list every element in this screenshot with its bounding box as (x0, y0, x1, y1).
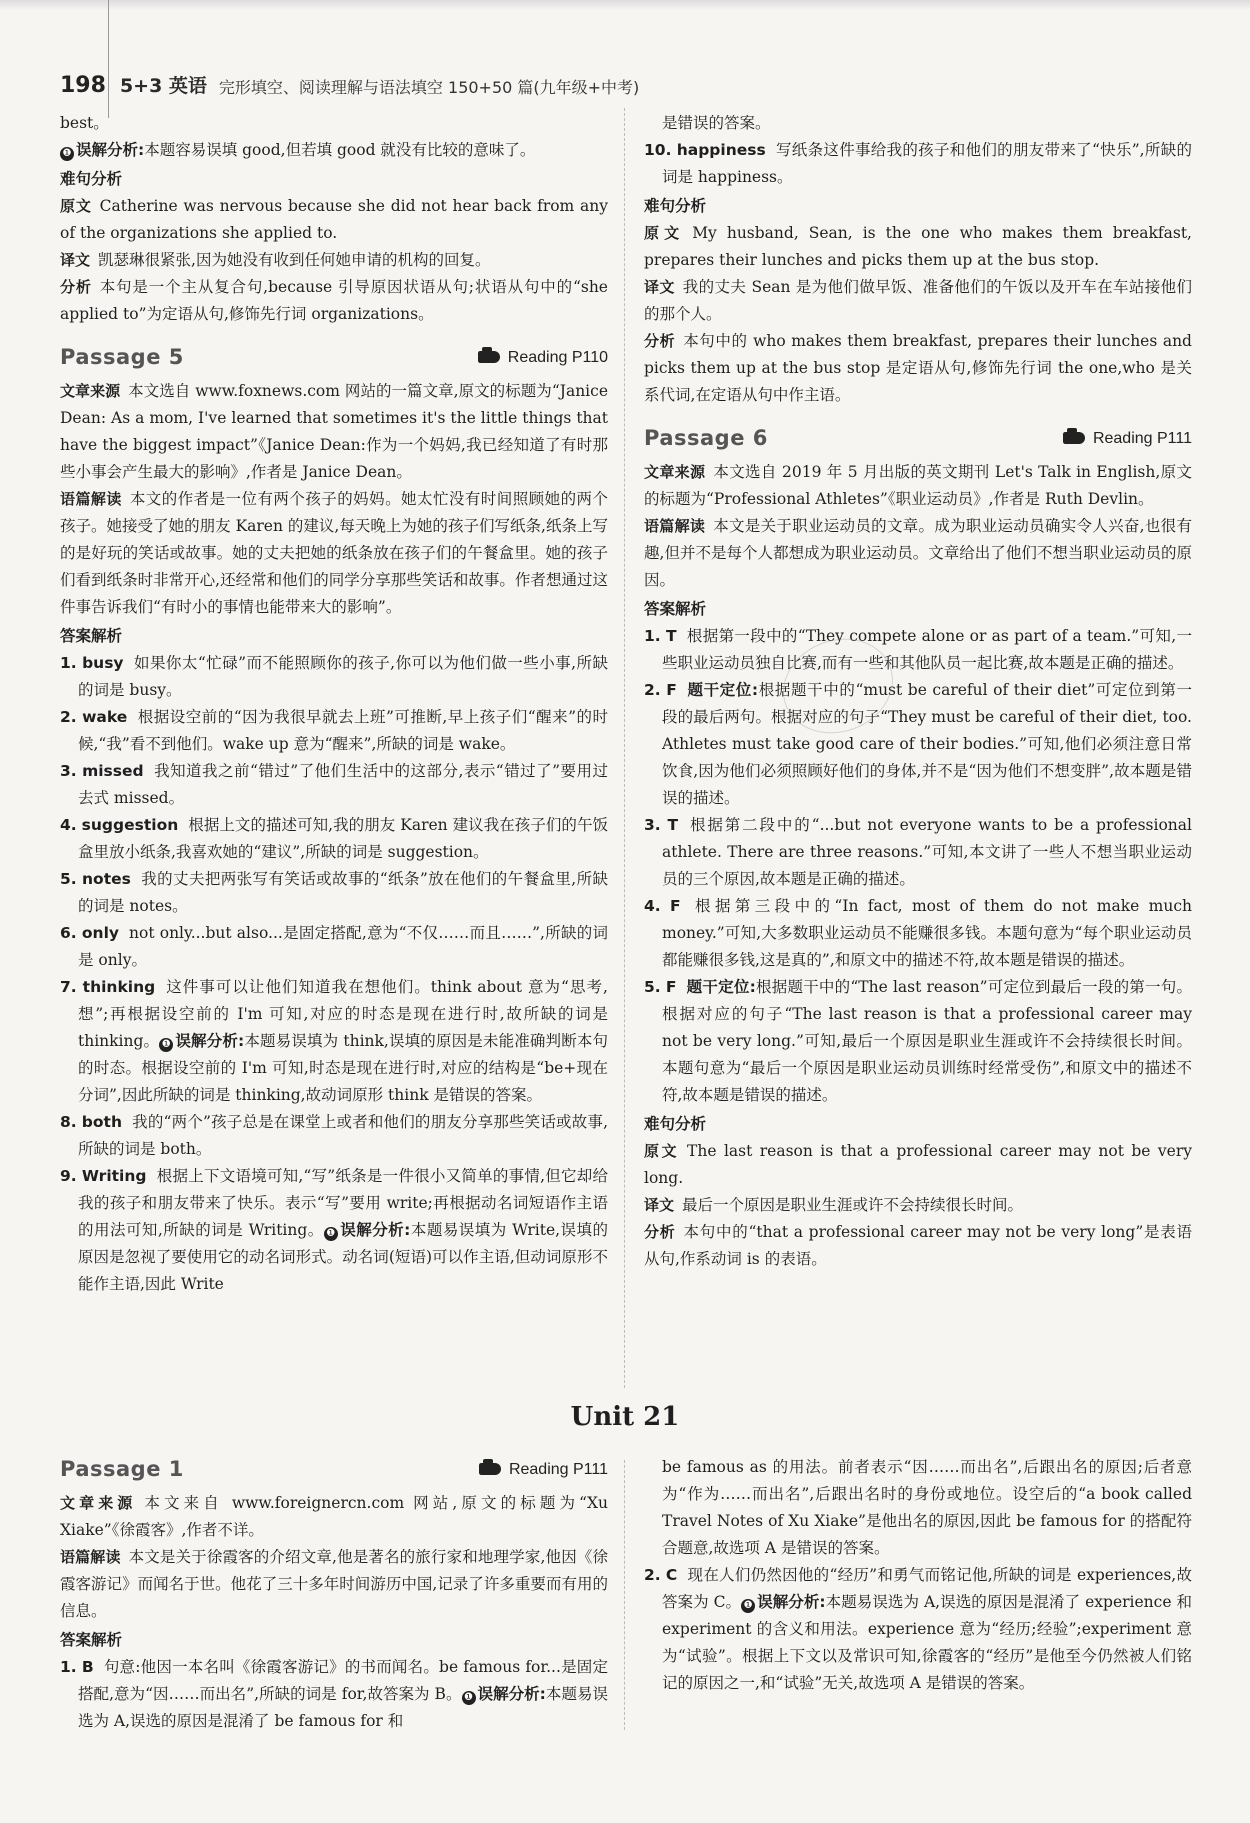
error-circle-icon: ❶ (60, 147, 74, 161)
hard-sentence-title: 难句分析 (644, 1115, 707, 1133)
passage-6-header (644, 423, 1192, 453)
answer-item: 9. Writing 根据上下文语境可知,“写”纸条是一件很小又简单的事情,但它却给我的孩子和朋友带来了快乐。表示“写”要用 write;再根据动名词短语作主语的用法可知,所缺的词是 Writing。 ❶ 误解分析:本题易误填为 Write,误填的原因是忽视了要使用它的动名词形式。动名词(短语)可以作主语,但动词原形不能作主语,因此 Write (60, 1167, 609, 1293)
hard-translation: 译文 凯瑟琳很紧张,因为她没有收到任何她申请的机构的回复。 (60, 251, 491, 269)
error-circle-icon: ❶ (324, 1227, 338, 1241)
hard-translation: 译文 最后一个原因是职业生涯或许不会持续很长时间。 (644, 1196, 1024, 1214)
article-source: 文章来源 本文选自 2019 年 5 月出版的英文期刊 Let's Talk in English,原文的标题为“Professional Athletes”《职业运动员》,作者是 Ruth Devlin。 (644, 463, 1192, 508)
passage-title: Passage 6 (644, 425, 768, 450)
column-divider (624, 108, 625, 1388)
unit-right-column (644, 1454, 1192, 1697)
hard-original: 原文 Catherine was nervous because she did not hear back from any of the organizations she applied to. (60, 197, 608, 242)
header-rule (108, 0, 109, 118)
passage-1-header (60, 1454, 608, 1484)
passage-5-header (60, 342, 608, 372)
answer-item: 5. F 题干定位:根据题干中的“The last reason”可定位到最后一段的第一句。根据对应的句子“The last reason is that a professional career may not be very long.”可知,最后一个原因是职业生涯或许不会持续很长时间。本题句意为“最后一个原因是职业运动员训练时经常受伤”,和原文中的描述不符,故本题是错误的描述。 (644, 978, 1192, 1104)
unit-title: Unit 21 (570, 1402, 680, 1432)
answers-title: 答案解析 (60, 627, 123, 645)
unit-left-column (60, 1454, 608, 1735)
error-analysis: ❶ 误解分析:本题容易误填 good,但若填 good 就没有比较的意味了。 (60, 137, 608, 164)
answer-item: 4. F 根据第三段中的“In fact, most of them do not make much money.”可知,大多数职业运动员不能赚很多钱。本题句意为“每个职业运动员都能赚很多钱,这是真的”,和原文中的描述不符,故本题是错误的描述。 (644, 897, 1192, 969)
answer-item: 10. happiness 写纸条这件事给我的孩子和他们的朋友带来了“快乐”,所缺的词是 happiness。 (644, 141, 1192, 186)
answers-title: 答案解析 (644, 600, 707, 618)
reading-ref: Reading P110 (478, 344, 608, 371)
article-source: 文章来源 本文来自 www.foreignercn.com 网站,原文的标题为“Xu Xiake”《徐霞客》,作者不详。 (60, 1494, 608, 1539)
hard-sentence-title: 难句分析 (644, 197, 707, 215)
answers-title: 答案解析 (60, 1631, 123, 1649)
answer-item: 2. F 题干定位:根据题干中的“must be careful of their diet”可定位到第一段的最后两句。根据对应的句子“They must be careful of their diet, too. Athletes must take good care of their bodies.”可知,他们必须注意日常饮食,因为他们必须照顾好他们的身体,并不是“因为他们不想变胖”,故本题是错误的描述。 (644, 681, 1192, 807)
top-shadow (0, 0, 1250, 10)
answer-item: 7. thinking 这件事可以让他们知道我在想他们。think about 意为“思考,想”;再根据设空前的 I'm 可知,对应的时态是现在进行时,故所缺的词是 thinking。 ❶ 误解分析:本题易误填为 think,误填的原因是未能准确判断本句的时态。根据设空前的 I'm 可知,时态是现在进行时,对应的结构是“be+现在分词”,因此所缺的词是 thinking,故动词原形 think 是错误的答案。 (60, 978, 609, 1104)
hard-translation: 译文 我的丈夫 Sean 是为他们做早饭、准备他们的午饭以及开车在车站接他们的那个人。 (644, 278, 1192, 323)
answer-item: 8. both 我的“两个”孩子总是在课堂上或者和他们的朋友分享那些笑话或故事,所缺的词是 both。 (60, 1113, 608, 1158)
pointing-hand-icon (479, 1463, 501, 1475)
reading-ref: Reading P111 (1063, 425, 1192, 452)
right-column (644, 110, 1192, 1273)
answer-item: 1. B 句意:他因一本名叫《徐霞客游记》的书而闻名。be famous for...是固定搭配,意为“因……而出名”,所缺的词是 for,故答案为 B。 ❶ 误解分析:本题易误选为 A,误选的原因是混淆了 be famous for 和 (60, 1658, 609, 1730)
hard-original: 原文 My husband, Sean, is the one who makes them breakfast, prepares their lunches and picks them up at the bus stop. (644, 224, 1192, 269)
answer-item: 1. busy 如果你太“忙碌”而不能照顾你的孩子,你可以为他们做一些小事,所缺的词是 busy。 (60, 654, 608, 699)
text-analysis: 语篇解读 本文的作者是一位有两个孩子的妈妈。她太忙没有时间照顾她的两个孩子。她接受了她的朋友 Karen 的建议,每天晚上为她的孩子们写纸条,纸条上写的是好玩的笑话或故事。她的丈夫把她的纸条放在孩子们的午餐盒里。她的孩子们看到纸条时非常开心,还经常和他们的同学分享那些笑话和故事。作者想通过这件事告诉我们“有时小的事情也能带来大的影响”。 (60, 490, 608, 616)
passage-title: Passage 5 (60, 344, 184, 369)
hard-analysis: 分析 本句中的“that a professional career may not be very long”是表语从句,作系动词 is 的表语。 (644, 1223, 1192, 1268)
column-divider (624, 1460, 625, 1730)
answer-item: 5. notes 我的丈夫把两张写有笑话或故事的“纸条”放在他们的午餐盒里,所缺的词是 notes。 (60, 870, 608, 915)
answer-item: 3. T 根据第二段中的“...but not everyone wants to be a professional athlete. There are three reasons.”可知,本文讲了一些人不想当职业运动员的三个原因,故本题是正确的描述。 (644, 816, 1192, 888)
error-circle-icon: ❶ (159, 1038, 173, 1052)
answer-item: 1. T 根据第一段中的“They compete alone or as part of a team.”可知,一些职业运动员独自比赛,而有一些和其他队员一起比赛,故本题是正确的描述。 (644, 627, 1192, 672)
book-subtitle: 完形填空、阅读理解与语法填空 150+50 篇(九年级+中考) (218, 78, 640, 97)
text-analysis: 语篇解读 本文是关于徐霞客的介绍文章,他是著名的旅行家和地理学家,他因《徐霞客游记》而闻名于世。他花了三十多年时间游历中国,记录了许多重要而有用的信息。 (60, 1548, 608, 1620)
page-header (60, 58, 1190, 98)
continued-text: best。 (60, 114, 109, 132)
page-number: 198 (60, 73, 106, 98)
hard-analysis: 分析 本句中的 who makes them breakfast, prepares their lunches and picks them up at the bus stop 是定语从句,修饰先行词 the one,who 是关系代词,在定语从句中作主语。 (644, 332, 1192, 404)
series-title: 5+3 英语 (119, 75, 207, 97)
answer-item: 2. C 现在人们仍然因他的“经历”和勇气而铭记他,所缺的词是 experiences,故答案为 C。 ❶ 误解分析:本题易误选为 A,误选的原因是混淆了 experience 和 experiment 的含义和用法。experience 意为“经历;经验”;experiment 意为“试验”。根据上下文以及常识可知,徐霞客的“经历”是他至今仍然被人们铭记的原因之一,和“试验”无关,故选项 A 是错误的答案。 (644, 1566, 1192, 1692)
reading-ref: Reading P111 (479, 1456, 608, 1483)
error-circle-icon: ❶ (462, 1691, 476, 1705)
article-source: 文章来源 本文选自 www.foxnews.com 网站的一篇文章,原文的标题为“Janice Dean: As a mom, I've learned that sometimes it's the little things that have the biggest impact”《Janice Dean:作为一个妈妈,我已经知道了有时那些小事会产生最大的影响》,作者是 Janice Dean。 (60, 382, 608, 481)
pointing-hand-icon (478, 351, 500, 363)
error-circle-icon: ❶ (741, 1599, 755, 1613)
continued-text: be famous as 的用法。前者表示“因……而出名”,后跟出名的原因;后者意为“作为……而出名”,后跟出名时的身份或地位。设空后的“a book called Travel Notes of Xu Xiake”是他出名的原因,因此 be famous for 的搭配符合题意,故选项 A 是错误的答案。 (662, 1458, 1192, 1557)
answer-item: 4. suggestion 根据上文的描述可知,我的朋友 Karen 建议我在孩子们的午饭盒里放小纸条,我喜欢她的“建议”,所缺的词是 suggestion。 (60, 816, 608, 861)
text-analysis: 语篇解读 本文是关于职业运动员的文章。成为职业运动员确实令人兴奋,也很有趣,但并不是每个人都想成为职业运动员。文章给出了他们不想当职业运动员的原因。 (644, 517, 1192, 589)
left-column (60, 110, 608, 1298)
answer-item: 6. only not only...but also...是固定搭配,意为“不仅……而且……”,所缺的词是 only。 (60, 924, 608, 969)
answer-item: 2. wake 根据设空前的“因为我很早就去上班”可推断,早上孩子们“醒来”的时候,“我”看不到他们。wake up 意为“醒来”,所缺的词是 wake。 (60, 708, 608, 753)
passage-title: Passage 1 (60, 1456, 184, 1481)
hard-original: 原文 The last reason is that a professional career may not be very long. (644, 1142, 1192, 1187)
hard-analysis: 分析 本句是一个主从复合句,because 引导原因状语从句;状语从句中的“she applied to”为定语从句,修饰先行词 organizations。 (60, 278, 608, 323)
pointing-hand-icon (1063, 432, 1085, 444)
answer-item: 3. missed 我知道我之前“错过”了他们生活中的这部分,表示“错过了”要用过去式 missed。 (60, 762, 608, 807)
continued-text: 是错误的答案。 (662, 114, 771, 132)
hard-sentence-title: 难句分析 (60, 170, 123, 188)
